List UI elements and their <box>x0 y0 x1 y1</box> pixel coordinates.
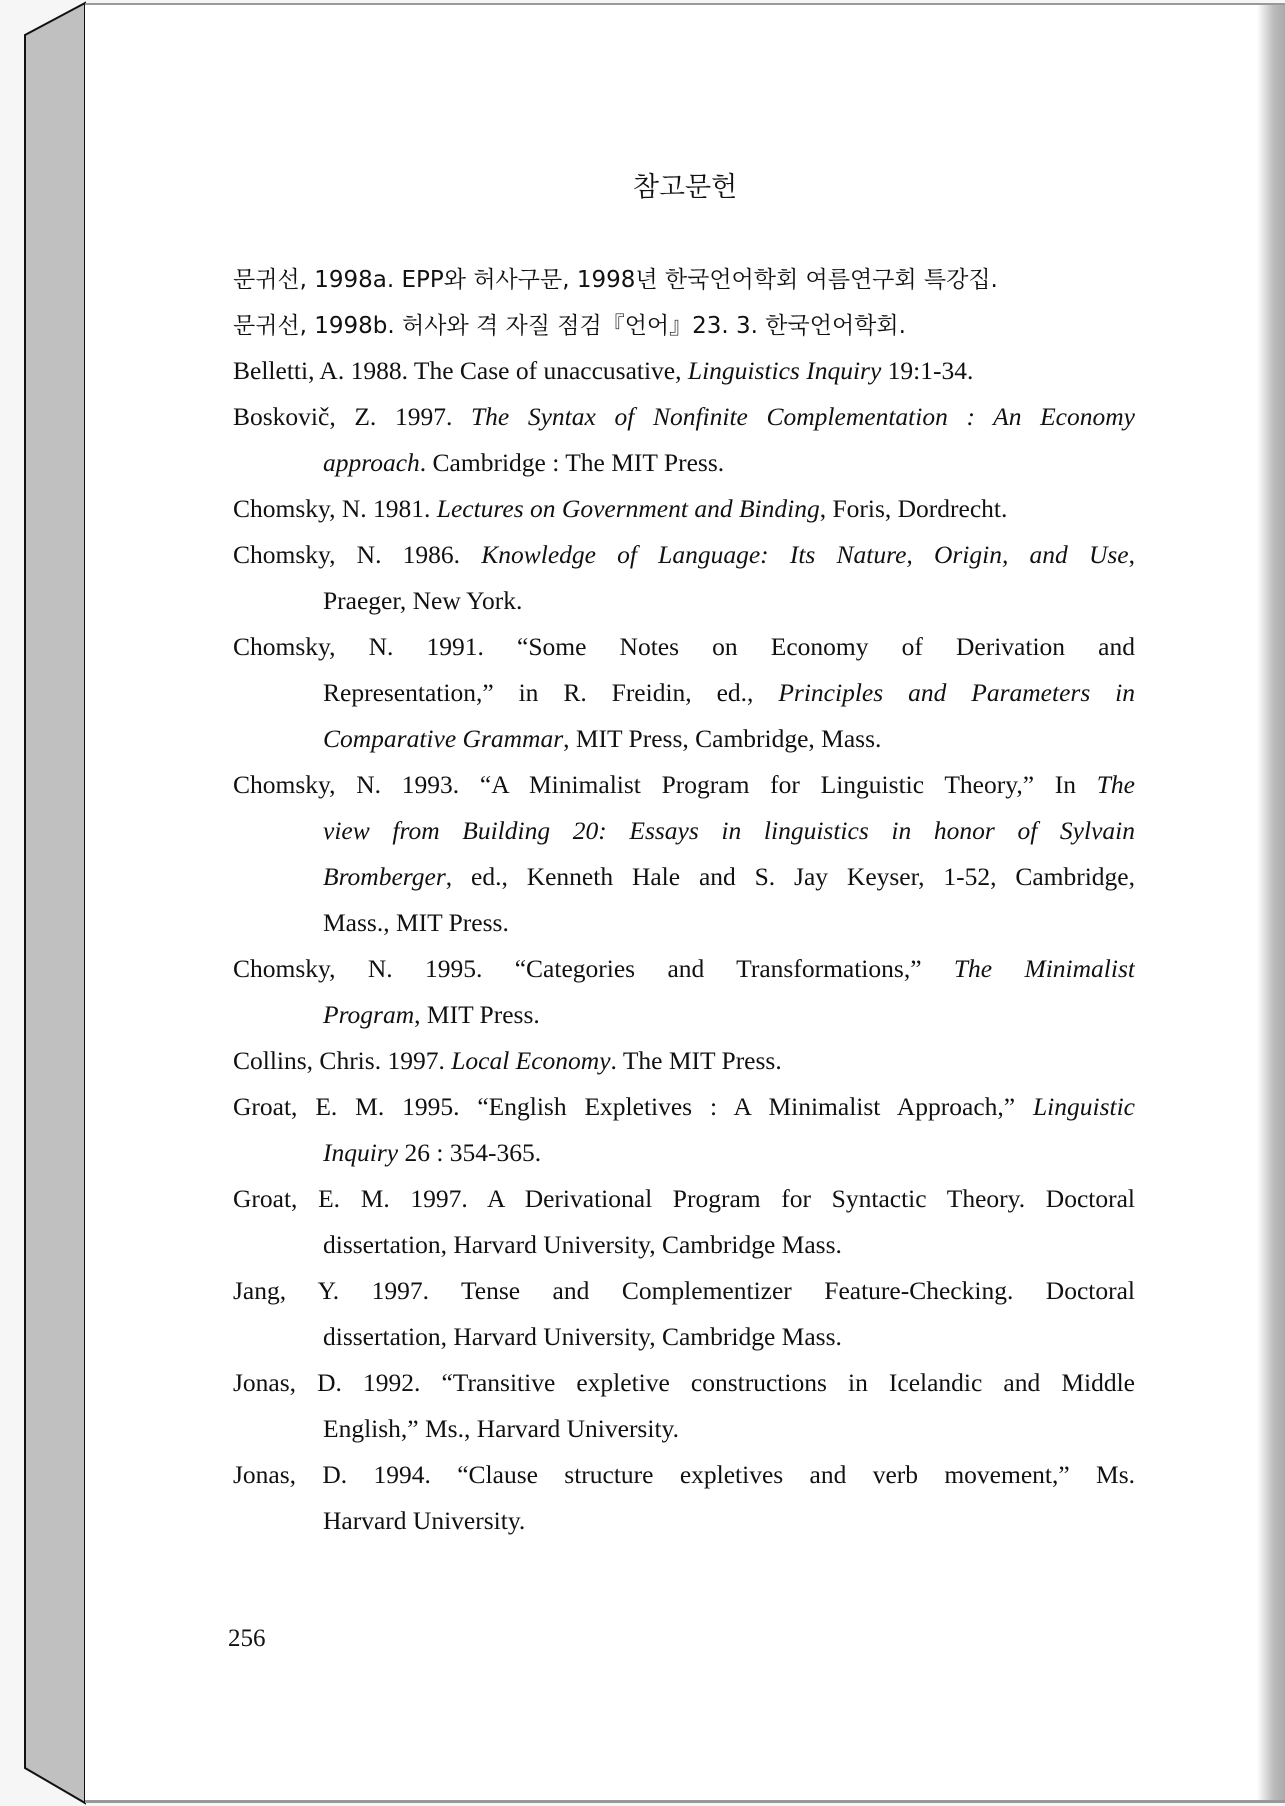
reference-entry <box>233 394 1135 486</box>
reference-text: Chomsky, N. 1995. “Categories and Transformations,” <box>233 954 954 983</box>
reference-entry <box>233 762 1135 946</box>
reference-text: Jonas, D. 1994. “Clause structure expletives and verb movement,” Ms. <box>233 1460 1135 1489</box>
reference-text: Belletti, A. 1988. The Case of unaccusative, <box>233 356 688 385</box>
reference-text: English,” Ms., Harvard University. <box>323 1414 679 1443</box>
reference-title-italic: approach <box>323 448 420 477</box>
reference-text: Chomsky, N. 1981. <box>233 494 437 523</box>
reference-title-italic: Program <box>323 1000 415 1029</box>
reference-text: Collins, Chris. 1997. <box>233 1046 452 1075</box>
reference-entry <box>233 486 1135 532</box>
reference-text: Representation,” in R. Freidin, ed., <box>323 678 779 707</box>
reference-line <box>233 1176 1135 1222</box>
reference-title-italic: Knowledge of Language: Its Nature, Origin, and Use <box>481 540 1129 569</box>
reference-line <box>233 256 1135 302</box>
reference-title-italic: Inquiry <box>323 1138 399 1167</box>
book-page <box>85 3 1285 1803</box>
reference-line <box>323 1498 1135 1544</box>
reference-line <box>233 532 1135 578</box>
reference-line <box>323 440 1135 486</box>
reference-line <box>233 302 1135 348</box>
reference-list <box>233 256 1135 1544</box>
reference-line <box>233 624 1135 670</box>
reference-text: Groat, E. M. 1995. “English Expletives : A Minimalist Approach,” <box>233 1092 1033 1121</box>
reference-text: 문귀선, 1998b. 허사와 격 자질 점검『언어』23. 3. 한국언어학회. <box>233 313 906 339</box>
reference-text: Chomsky, N. 1991. “Some Notes on Economy of Derivation and <box>233 632 1135 661</box>
reference-text: , ed., Kenneth Hale and S. Jay Keyser, 1-52, Cambridge, <box>445 862 1135 891</box>
reference-text: Harvard University. <box>323 1506 526 1535</box>
reference-text: , <box>1128 540 1135 569</box>
reference-line <box>323 992 1135 1038</box>
reference-text: dissertation, Harvard University, Cambridge Mass. <box>323 1322 842 1351</box>
reference-entry <box>233 1268 1135 1360</box>
reference-entry <box>233 348 1135 394</box>
reference-line <box>323 854 1135 900</box>
reference-text: Jang, Y. 1997. Tense and Complementizer Feature-Checking. Doctoral <box>233 1276 1135 1305</box>
reference-text: Groat, E. M. 1997. A Derivational Program for Syntactic Theory. Doctoral <box>233 1184 1135 1213</box>
reference-entry <box>233 1084 1135 1176</box>
reference-line <box>323 578 1135 624</box>
reference-line <box>323 1222 1135 1268</box>
reference-text: Mass., MIT Press. <box>323 908 509 937</box>
reference-line <box>233 394 1135 440</box>
reference-text: Jonas, D. 1992. “Transitive expletive constructions in Icelandic and Middle <box>233 1368 1135 1397</box>
reference-line <box>233 1268 1135 1314</box>
reference-title-italic: The Minimalist <box>953 954 1135 983</box>
page-edge-shadow <box>1257 5 1285 1800</box>
reference-text: . Cambridge : The MIT Press. <box>419 448 725 477</box>
reference-line <box>233 1452 1135 1498</box>
reference-text: . The MIT Press. <box>610 1046 782 1075</box>
reference-entry <box>233 302 1135 348</box>
reference-line <box>323 670 1135 716</box>
reference-text: , Foris, Dordrecht. <box>819 494 1008 523</box>
reference-line <box>233 762 1135 808</box>
reference-text: Chomsky, N. 1993. “A Minimalist Program for Linguistic Theory,” In <box>233 770 1097 799</box>
page-title: 참고문헌 <box>632 172 738 203</box>
reference-text: , MIT Press, Cambridge, Mass. <box>563 724 882 753</box>
reference-line <box>233 946 1135 992</box>
reference-line <box>233 1084 1135 1130</box>
reference-line <box>233 1038 1135 1084</box>
reference-text: 26 : 354-365. <box>398 1138 542 1167</box>
page-number: 256 <box>228 1625 266 1652</box>
reference-line <box>323 1314 1135 1360</box>
reference-text: Chomsky, N. 1986. <box>233 540 482 569</box>
reference-entry <box>233 1360 1135 1452</box>
reference-entry <box>233 1038 1135 1084</box>
reference-entry <box>233 946 1135 1038</box>
reference-entry <box>233 1452 1135 1544</box>
reference-line <box>233 486 1135 532</box>
reference-text: 19:1-34. <box>881 356 974 385</box>
reference-entry <box>233 1176 1135 1268</box>
reference-line <box>323 1130 1135 1176</box>
reference-line <box>323 1406 1135 1452</box>
reference-entry <box>233 532 1135 624</box>
reference-entry <box>233 256 1135 302</box>
reference-title-italic: The Syntax of Nonfinite Complementation : An Economy <box>470 402 1135 431</box>
reference-title-italic: Principles and Parameters in <box>778 678 1135 707</box>
reference-text: Praeger, New York. <box>323 586 523 615</box>
reference-title-italic: Linguistic <box>1032 1092 1135 1121</box>
reference-title-italic: Linguistics Inquiry <box>687 356 882 385</box>
reference-title-italic: Comparative Grammar <box>323 724 564 753</box>
reference-entry <box>233 624 1135 762</box>
reference-text: Boskovič, Z. 1997. <box>233 402 471 431</box>
reference-text: dissertation, Harvard University, Cambridge Mass. <box>323 1230 842 1259</box>
book-spine <box>0 0 90 1806</box>
reference-line <box>233 1360 1135 1406</box>
reference-text: , MIT Press. <box>414 1000 540 1029</box>
reference-title-italic: Local Economy <box>451 1046 611 1075</box>
reference-title-italic: Lectures on Government and Binding <box>436 494 820 523</box>
reference-line <box>323 900 1135 946</box>
reference-line <box>323 716 1135 762</box>
reference-title-italic: Bromberger <box>323 862 446 891</box>
reference-line <box>323 808 1135 854</box>
reference-text: 문귀선, 1998a. EPP와 허사구문, 1998년 한국언어학회 여름연구회 특강집. <box>233 267 998 293</box>
reference-title-italic: view from Building 20: Essays in linguistics in honor of Sylvain <box>323 816 1135 845</box>
reference-line <box>233 348 1135 394</box>
reference-title-italic: The <box>1096 770 1135 799</box>
